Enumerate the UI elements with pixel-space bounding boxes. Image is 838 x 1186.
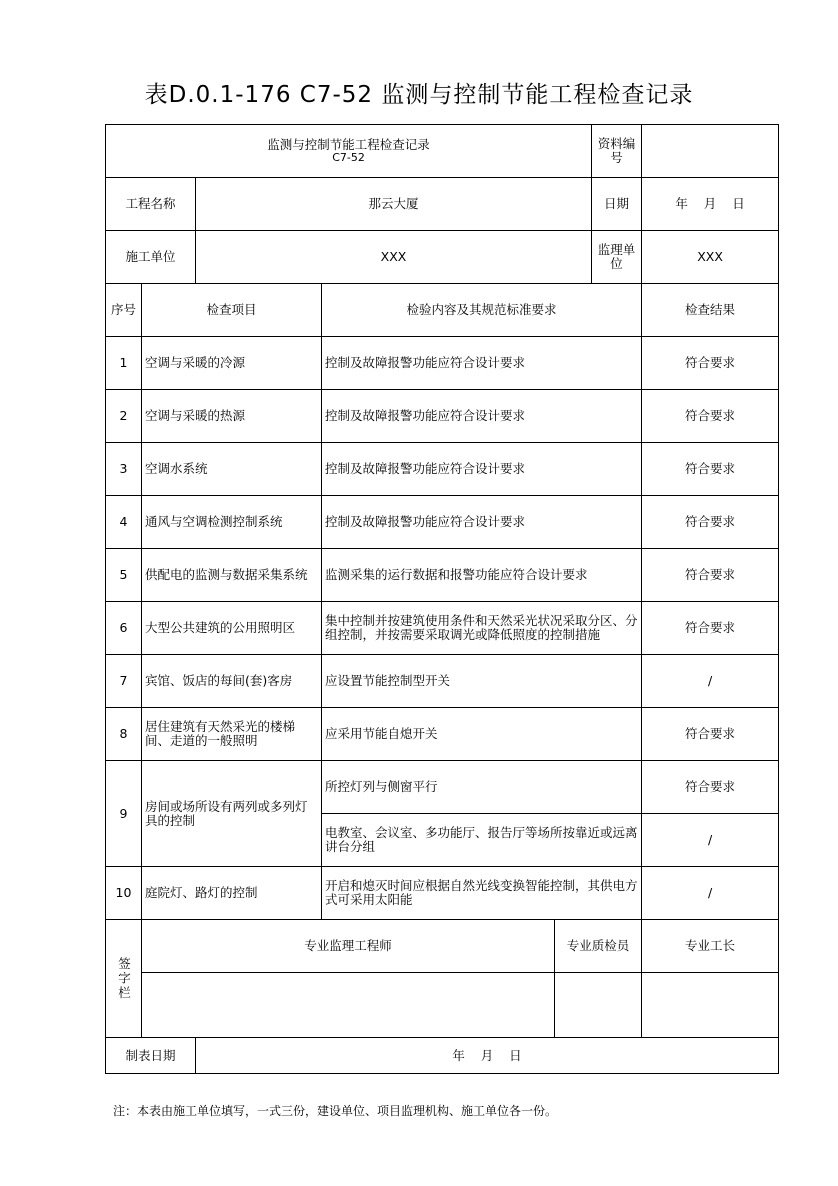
- row-no: 9: [106, 761, 142, 867]
- col-header-seq: 序号: [106, 284, 142, 337]
- row-result[interactable]: 符合要求: [642, 337, 779, 390]
- row-content: 监测采集的运行数据和报警功能应符合设计要求: [322, 549, 642, 602]
- page-title: 表D.0.1-176 C7-52 监测与控制节能工程检查记录: [144, 82, 694, 108]
- table-row: [106, 761, 779, 814]
- row-content: 所控灯列与侧窗平行: [322, 761, 642, 814]
- foreman-signature[interactable]: [642, 973, 779, 1038]
- signature-column-label-cell: [106, 920, 142, 1038]
- row-result[interactable]: /: [642, 655, 779, 708]
- row-result[interactable]: 符合要求: [642, 761, 779, 814]
- footnote: 注：本表由施工单位填写，一式三份，建设单位、项目监理机构、施工单位各一份。: [113, 1104, 558, 1118]
- construction-unit-label: 施工单位: [106, 231, 196, 284]
- row-item: 居住建筑有天然采光的楼梯间、走道的一般照明: [142, 708, 322, 761]
- supervision-unit-label: 监理单位: [592, 231, 642, 284]
- col-header-content: 检验内容及其规范标准要求: [322, 284, 642, 337]
- row-content: 开启和熄灭时间应根据自然光线变换智能控制，其供电方式可采用太阳能: [322, 867, 642, 920]
- row-content: 控制及故障报警功能应符合设计要求: [322, 390, 642, 443]
- row-no: 10: [106, 867, 142, 920]
- row-item: 空调水系统: [142, 443, 322, 496]
- table-row: [106, 496, 779, 549]
- row-item: 供配电的监测与数据采集系统: [142, 549, 322, 602]
- row-no: 1: [106, 337, 142, 390]
- form-name: 监测与控制节能工程检查记录: [267, 137, 430, 152]
- row-item: 通风与空调检测控制系统: [142, 496, 322, 549]
- row-no: 6: [106, 602, 142, 655]
- construction-unit-field[interactable]: XXX: [196, 231, 592, 284]
- row-content: 应采用节能自熄开关: [322, 708, 642, 761]
- date-field[interactable]: 年 月 日: [642, 178, 779, 231]
- row-result[interactable]: /: [642, 867, 779, 920]
- row-content: 控制及故障报警功能应符合设计要求: [322, 443, 642, 496]
- form-name-cell: [106, 125, 592, 178]
- inspection-record-table: [105, 124, 779, 1074]
- quality-inspector-label: 专业质检员: [555, 920, 642, 973]
- quality-inspector-signature[interactable]: [555, 973, 642, 1038]
- supervision-unit-field[interactable]: XXX: [642, 231, 779, 284]
- table-row: [106, 655, 779, 708]
- row-result[interactable]: /: [642, 814, 779, 867]
- made-date-field[interactable]: 年 月 日: [196, 1038, 779, 1074]
- row-no: 8: [106, 708, 142, 761]
- row-content: 控制及故障报警功能应符合设计要求: [322, 337, 642, 390]
- row-content: 控制及故障报警功能应符合设计要求: [322, 496, 642, 549]
- row-item: 房间或场所设有两列或多列灯具的控制: [142, 761, 322, 867]
- col-header-item: 检查项目: [142, 284, 322, 337]
- row-content: 电教室、会议室、多功能厅、报告厅等场所按靠近或远离讲台分组: [322, 814, 642, 867]
- row-result[interactable]: 符合要求: [642, 549, 779, 602]
- row-result[interactable]: 符合要求: [642, 496, 779, 549]
- foreman-label: 专业工长: [642, 920, 779, 973]
- signature-column-label: 签字栏: [116, 956, 132, 1001]
- row-result[interactable]: 符合要求: [642, 708, 779, 761]
- form-code: C7-52: [332, 151, 365, 164]
- row-no: 4: [106, 496, 142, 549]
- doc-no-field[interactable]: [642, 125, 779, 178]
- row-content: 应设置节能控制型开关: [322, 655, 642, 708]
- row-no: 5: [106, 549, 142, 602]
- made-date-label: 制表日期: [106, 1038, 196, 1074]
- doc-no-label: 资料编号: [592, 125, 642, 178]
- row-item: 庭院灯、路灯的控制: [142, 867, 322, 920]
- supervising-engineer-label: 专业监理工程师: [142, 920, 555, 973]
- row-result[interactable]: 符合要求: [642, 602, 779, 655]
- table-row: [106, 337, 779, 390]
- table-row: [106, 443, 779, 496]
- row-item: 空调与采暖的冷源: [142, 337, 322, 390]
- table-row: [106, 602, 779, 655]
- project-name-label: 工程名称: [106, 178, 196, 231]
- row-result[interactable]: 符合要求: [642, 443, 779, 496]
- row-item: 空调与采暖的热源: [142, 390, 322, 443]
- row-result[interactable]: 符合要求: [642, 390, 779, 443]
- row-item: 宾馆、饭店的每间(套)客房: [142, 655, 322, 708]
- supervising-engineer-signature[interactable]: [142, 973, 555, 1038]
- row-content: 集中控制并按建筑使用条件和天然采光状况采取分区、分组控制，并按需要采取调光或降低照度的控制措施: [322, 602, 642, 655]
- table-row: [106, 867, 779, 920]
- row-item: 大型公共建筑的公用照明区: [142, 602, 322, 655]
- row-no: 2: [106, 390, 142, 443]
- row-no: 3: [106, 443, 142, 496]
- date-label: 日期: [592, 178, 642, 231]
- table-row: [106, 390, 779, 443]
- col-header-result: 检查结果: [642, 284, 779, 337]
- table-row: [106, 708, 779, 761]
- table-row: [106, 549, 779, 602]
- project-name-field[interactable]: 那云大厦: [196, 178, 592, 231]
- row-no: 7: [106, 655, 142, 708]
